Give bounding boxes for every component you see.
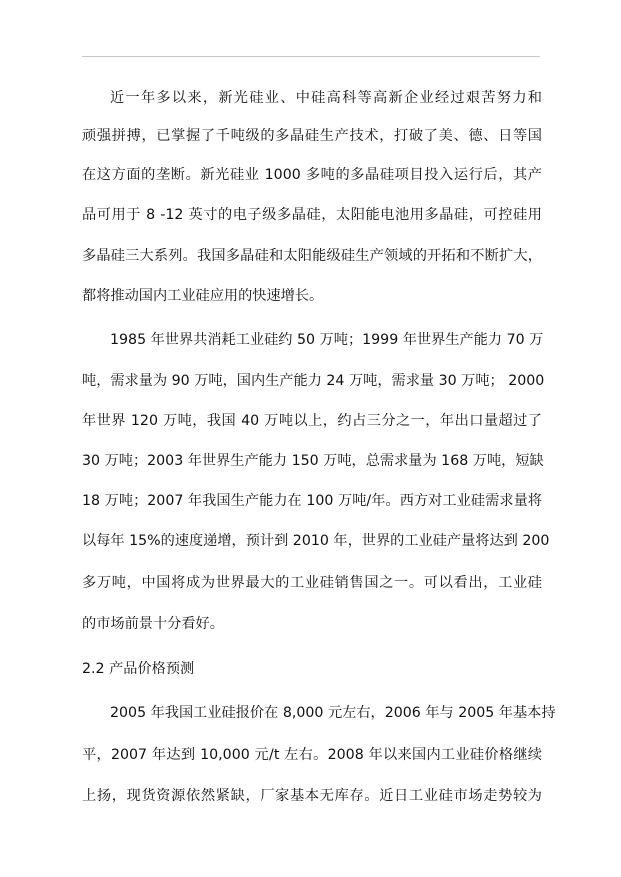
section-heading: 2.2 产品价格预测 (82, 661, 195, 677)
paragraph-line: 吨，需求量为 90 万吨，国内生产能力 24 万吨，需求量 30 万吨； 2000 (82, 373, 545, 389)
paragraph-line: 18 万吨；2007 年我国生产能力在 100 万吨/年。西方对工业硅需求量将 (82, 493, 542, 509)
paragraph-line: 顽强拼搏，已掌握了千吨级的多晶硅生产技术，打破了美、德、日等国 (82, 128, 542, 144)
paragraph-line: 多晶硅三大系列。我国多晶硅和太阳能级硅生产领域的开拓和不断扩大， (82, 248, 542, 264)
paragraph-line: 平，2007 年达到 10,000 元/t 左右。2008 年以来国内工业硅价格继续 (82, 747, 542, 763)
paragraph-line: 多万吨，中国将成为世界最大的工业硅销售国之一。可以看出，工业硅 (82, 575, 542, 591)
paragraph-line: 1985 年世界共消耗工业硅约 50 万吨；1999 年世界生产能力 70 万 (110, 332, 544, 348)
paragraph-line: 以每年 15%的速度递增，预计到 2010 年，世界的工业硅产量将达到 200 (82, 533, 550, 549)
paragraph-line: 上扬，现货资源依然紧缺，厂家基本无库存。近日工业硅市场走势较为 (82, 788, 542, 804)
paragraph-line: 品可用于 8 -12 英寸的电子级多晶硅，太阳能电池用多晶硅，可控硅用 (82, 207, 542, 223)
paragraph-line: 30 万吨；2003 年世界生产能力 150 万吨，总需求量为 168 万吨，短缺 (82, 453, 544, 469)
paragraph-line: 2005 年我国工业硅报价在 8,000 元左右，2006 年与 2005 年基本持 (110, 705, 556, 721)
paragraph-line: 都将推动国内工业硅应用的快速增长。 (82, 288, 324, 304)
paragraph-line: 年世界 120 万吨，我国 40 万吨以上，约占三分之一，年出口量超过了 (82, 413, 542, 429)
header-rule (82, 56, 540, 57)
paragraph-line: 的市场前景十分看好。 (82, 616, 224, 632)
paragraph-line: 在这方面的垄断。新光硅业 1000 多吨的多晶硅项目投入运行后，其产 (82, 167, 542, 183)
paragraph-line: 近一年多以来，新光硅业、中硅高科等高新企业经过艰苦努力和 (110, 90, 542, 106)
